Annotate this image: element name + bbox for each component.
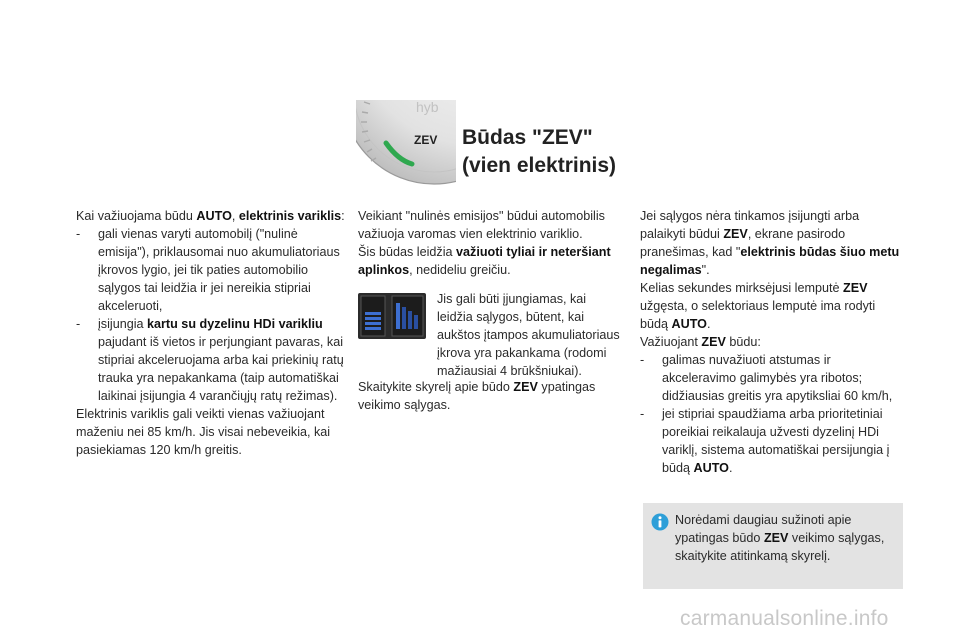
para-text: būdu: — [725, 335, 761, 349]
column-right — [640, 207, 902, 477]
zev-dial-illustration — [356, 100, 456, 192]
speed-paragraph: Elektrinis variklis gali veikti vienas važiuojant maženiu nei 85 km/h. Jis visai nebeveikia, kai pasiekiamas 120 km/h greitis. — [76, 407, 331, 457]
para-text: . — [706, 317, 711, 331]
list-item — [640, 351, 902, 405]
watermark: carmanualsonline.info — [680, 607, 889, 630]
list-item-text: gali vienas varyti automobilį ("nulinė emisija"), priklausomai nuo akumuliatoriaus įkrovos lygio, jei tik paties automobilio sąlygos tai leidžia ir jei nereikia stipriai akceleruoti, — [98, 227, 340, 313]
info-icon — [651, 513, 669, 531]
info-text: Norėdami daugiau sužinoti apie ypatingas būdo — [675, 513, 852, 545]
zev-description: Veikiant "nulinės emisijos" būdui automobilis važiuoja varomas vien elektrinio variklio. — [358, 209, 605, 241]
para-text: Jei sąlygos nėra tinkamos įsijungti arba palaikyti būdui — [640, 209, 860, 241]
list-item — [76, 225, 346, 315]
intro-paragraph — [76, 207, 346, 225]
para-text: Važiuojant — [640, 335, 702, 349]
column-left — [76, 207, 346, 459]
zev-benefit — [358, 243, 620, 279]
list-item-bold: kartu su dyzelinu HDi varikliu — [147, 317, 323, 331]
para-bold: ZEV — [843, 281, 868, 295]
list-item-text: pajudant iš vietos ir perjungiant pavaras, kai stipriai akceleruojama arba kai priekinių ratų trauka yra nepakankama (taip automatiškai laikinai įsijungia 4 varančiųjų ratų režimas). — [98, 335, 344, 403]
zev-driving-paragraph — [640, 333, 902, 351]
see-zev-reference — [358, 378, 620, 414]
list-dash: - — [640, 407, 645, 421]
see-text: Skaitykite skyrelį apie būdo — [358, 380, 514, 394]
intro-auto: AUTO — [196, 209, 232, 223]
para-text: ". — [701, 263, 710, 277]
list-item-bold: AUTO — [693, 461, 729, 475]
battery-gauge-icon — [358, 293, 426, 339]
unavailable-paragraph — [640, 207, 902, 279]
info-text: veikimo sąlygas, skaitykite atitinkamą skyrelį. — [675, 531, 885, 563]
column-middle — [358, 207, 620, 279]
list-item — [76, 315, 346, 405]
intro-sep: , — [231, 209, 239, 223]
para-bold: ZEV — [723, 227, 748, 241]
intro-text: Kai važiuojama būdu — [76, 209, 197, 223]
battery-condition-note: Jis gali būti įjungiamas, kai leidžia sąlygos, būtent, kai aukštos įtampos akumuliatoriaus įkrova yra pakankama (rodomi mažiausiai 4 brūkšniukai). — [437, 292, 620, 378]
list-item-text: jei stipriai spaudžiama arba prioritetiniai poreikiai reikalauja užvesti dyzelinį HDi variklį, sistema automatiškai persijungia į būdą — [662, 407, 890, 475]
info-note-box — [643, 503, 903, 589]
dial-zev-label: ZEV — [414, 133, 438, 147]
see-text: ypatingas veikimo sąlygas. — [358, 380, 596, 412]
list-item-text: įsijungia — [98, 317, 148, 331]
intro-bold: elektrinis variklis — [238, 209, 342, 223]
list-item-text: . — [728, 461, 733, 475]
info-bold: ZEV — [763, 531, 789, 545]
page-title — [462, 124, 616, 180]
benefit-text: , nedideliu greičiu. — [409, 263, 511, 277]
benefit-bold: važiuoti tyliai ir neteršiant aplinkos — [358, 245, 611, 277]
info-note-text — [675, 511, 895, 565]
para-bold: elektrinis būdas šiuo metu negalimas — [640, 245, 900, 277]
title-line-1: Būdas "ZEV" — [462, 126, 593, 149]
list-dash: - — [76, 227, 81, 241]
para-bold: AUTO — [671, 317, 707, 331]
para-bold: ZEV — [701, 335, 726, 349]
title-line-2: (vien elektrinis) — [462, 154, 617, 177]
list-item-text: galimas nuvažiuoti atstumas ir akceleravimo galimybės yra ribotos; didžiausias greitis yra apytiksliai 60 km/h, — [662, 353, 893, 403]
lamp-paragraph — [640, 279, 902, 333]
para-text: užgęsta, o selektoriaus lemputė ima rodyti būdą — [640, 299, 876, 331]
list-item — [640, 405, 902, 477]
intro-end: : — [341, 209, 345, 223]
benefit-text: Šis būdas leidžia — [358, 245, 457, 259]
list-dash: - — [76, 317, 81, 331]
list-dash: - — [640, 353, 645, 367]
dial-hyb-mark: hyb — [416, 100, 439, 115]
para-text: Kelias sekundes mirksėjusi lemputė — [640, 281, 843, 295]
para-text: , ekrane pasirodo pranešimas, kad " — [640, 227, 846, 259]
see-bold: ZEV — [513, 380, 538, 394]
